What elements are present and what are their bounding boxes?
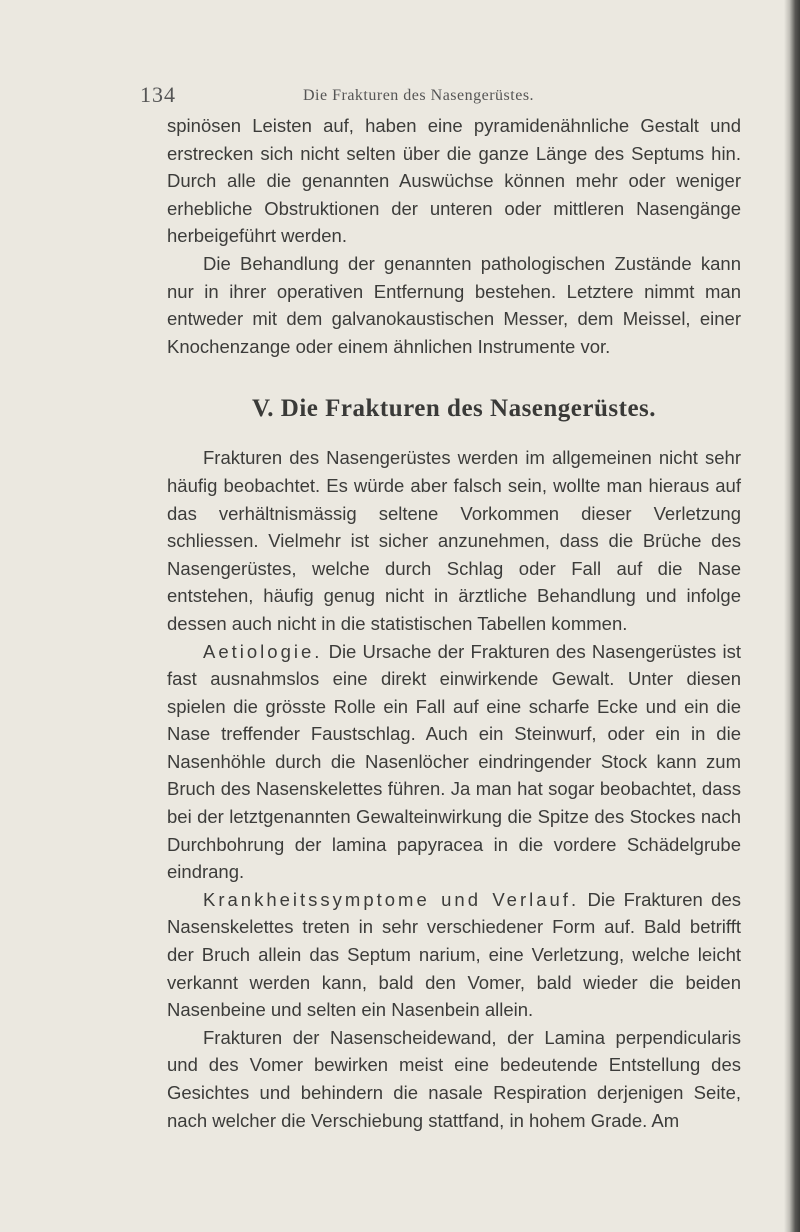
running-head (140, 82, 760, 112)
paragraph-aetiology (167, 638, 741, 886)
page-number: 134 (140, 82, 176, 107)
paragraph-symptoms (167, 886, 741, 1024)
section-heading: V. Die Frakturen des Nasengerüstes. (251, 395, 657, 423)
aetiology-label: Aetiologie. (203, 640, 323, 662)
paragraph-continuation: spinösen Leisten auf, haben eine pyramidenähnliche Gestalt und erstrecken sich nicht selten über die ganze Länge des Septums hin. Durch alle die genannten Auswüchse können mehr oder weniger erhebliche Obstruktionen der unteren oder mittleren Nasengänge herbeigeführt werden. (167, 115, 741, 247)
paragraph-treatment: Die Behandlung der genannten pathologischen Zustände kann nur in ihrer operativen Entfernung bestehen. Letztere nimmt man entweder mit dem galvanokaustischen Messer, dem Meissel, einer Knochenzange oder einem ähnlichen Instrumente vor. (167, 252, 741, 357)
running-title: Die Frakturen des Nasengerüstes. (303, 87, 535, 104)
symptoms-label: Krankheitssymptome und Verlauf. (203, 888, 580, 910)
symptoms-text: Die Frakturen des Nasenskelettes treten in sehr verschiedener Form auf. Bald betrifft der Bruch allein das Septum narium, eine Verletzung, welche leicht verkannt werden kann, bald den Vomer, bald wieder die beiden Nasenbeine und selten ein Nasenbein allein. (167, 888, 741, 1021)
paragraph-intro: Frakturen des Nasengerüstes werden im allgemeinen nicht sehr häufig beobachtet. Es würde aber falsch sein, wollte man hieraus auf das verhältnismässig seltene Vorkommen dieser Verletzung schliessen. Vielmehr ist sicher anzunehmen, dass die Brüche des Nasengerüstes, welche durch Schlag oder Fall auf die Nase entstehen, häufig genug nicht in ärztliche Behandlung und infolge dessen auch nicht in die statistischen Tabellen kommen. (167, 447, 741, 634)
page-edge-shadow (784, 0, 800, 1232)
paragraph-septum-fractures: Frakturen der Nasenscheidewand, der Lamina perpendicularis und des Vomer bewirken meist eine bedeutende Entstellung des Gesichtes und behindern die nasale Respiration derjenigen Seite, nach welcher die Verschiebung stattfand, in hohem Grade. Am (167, 1026, 741, 1131)
body-text (167, 112, 741, 1134)
aetiology-text: Die Ursache der Frakturen des Nasengerüstes ist fast ausnahmslos eine direkt einwirkende Gewalt. Unter diesen spielen die grösste Rolle ein Fall auf eine scharfe Ecke und ein die Nase treffender Faustschlag. Auch ein Steinwurf, oder ein in die Nasenhöhle durch die Nasenlöcher eindringender Stock kann zum Bruch des Nasenskelettes führen. Ja man hat sogar beobachtet, dass bei der letztgenannten Gewalteinwirkung die Spitze des Stockes nach Durchbohrung der lamina papyracea in die vordere Schädelgrube eindrang. (167, 640, 741, 883)
